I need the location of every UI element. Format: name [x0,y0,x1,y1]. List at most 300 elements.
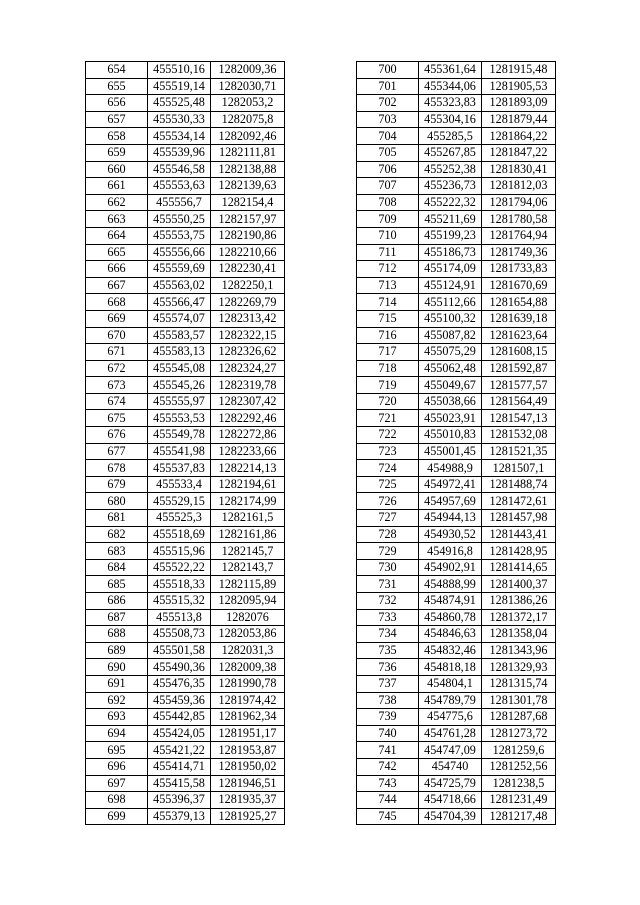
x-coordinate-cell: 455553,53 [148,410,211,427]
table-row [357,78,556,95]
table-row [86,227,285,244]
point-number-cell: 673 [86,377,148,394]
y-coordinate-cell: 1281974,42 [211,692,285,709]
y-coordinate-cell: 1281749,36 [482,244,556,261]
y-coordinate-cell: 1282174,99 [211,493,285,510]
x-coordinate-cell: 455539,96 [148,144,211,161]
x-coordinate-cell: 455583,57 [148,327,211,344]
y-coordinate-cell: 1282319,78 [211,377,285,394]
point-number-cell: 669 [86,310,148,327]
point-number-cell: 710 [357,227,419,244]
point-number-cell: 683 [86,543,148,560]
table-row [86,78,285,95]
x-coordinate-cell: 455546,58 [148,161,211,178]
point-number-cell: 696 [86,758,148,775]
y-coordinate-cell: 1281925,27 [211,808,285,825]
y-coordinate-cell: 1282230,41 [211,261,285,278]
x-coordinate-cell: 455555,97 [148,393,211,410]
x-coordinate-cell: 455490,36 [148,659,211,676]
y-coordinate-cell: 1281962,34 [211,709,285,726]
point-number-cell: 671 [86,344,148,361]
x-coordinate-cell: 454818,18 [419,659,482,676]
x-coordinate-cell: 455545,26 [148,377,211,394]
point-number-cell: 731 [357,576,419,593]
point-number-cell: 743 [357,775,419,792]
table-row [86,675,285,692]
y-coordinate-cell: 1281343,96 [482,642,556,659]
point-number-cell: 721 [357,410,419,427]
table-row [86,95,285,112]
table-row [357,62,556,79]
x-coordinate-cell: 455100,32 [419,310,482,327]
x-coordinate-cell: 455001,45 [419,443,482,460]
table-row [357,393,556,410]
point-number-cell: 705 [357,144,419,161]
y-coordinate-cell: 1281472,61 [482,493,556,510]
y-coordinate-cell: 1281547,13 [482,410,556,427]
point-number-cell: 745 [357,808,419,825]
table-row [86,427,285,444]
y-coordinate-cell: 1281654,88 [482,294,556,311]
x-coordinate-cell: 455186,73 [419,244,482,261]
y-coordinate-cell: 1281488,74 [482,476,556,493]
y-coordinate-cell: 1282139,63 [211,178,285,195]
table-row [86,62,285,79]
y-coordinate-cell: 1281329,93 [482,659,556,676]
point-number-cell: 656 [86,95,148,112]
x-coordinate-cell: 455501,58 [148,642,211,659]
point-number-cell: 716 [357,327,419,344]
y-coordinate-cell: 1282095,94 [211,593,285,610]
y-coordinate-cell: 1281623,64 [482,327,556,344]
table-row [357,178,556,195]
y-coordinate-cell: 1282092,46 [211,128,285,145]
table-row [86,593,285,610]
x-coordinate-cell: 455379,13 [148,808,211,825]
y-coordinate-cell: 1282272,86 [211,427,285,444]
point-number-cell: 677 [86,443,148,460]
table-row [86,128,285,145]
y-coordinate-cell: 1281812,03 [482,178,556,195]
table-row [357,725,556,742]
table-row [357,161,556,178]
point-number-cell: 728 [357,526,419,543]
y-coordinate-cell: 1281217,48 [482,808,556,825]
point-number-cell: 718 [357,360,419,377]
x-coordinate-cell: 455518,69 [148,526,211,543]
x-coordinate-cell: 455508,73 [148,626,211,643]
point-number-cell: 732 [357,593,419,610]
point-number-cell: 664 [86,227,148,244]
table-row [86,758,285,775]
x-coordinate-cell: 454930,52 [419,526,482,543]
table-row [86,344,285,361]
table-row [357,261,556,278]
y-coordinate-cell: 1281893,09 [482,95,556,112]
x-coordinate-cell: 455525,3 [148,510,211,527]
table-row [86,460,285,477]
table-row [86,626,285,643]
x-coordinate-cell: 455421,22 [148,742,211,759]
point-number-cell: 715 [357,310,419,327]
x-coordinate-cell: 455199,23 [419,227,482,244]
y-coordinate-cell: 1281935,37 [211,792,285,809]
point-number-cell: 695 [86,742,148,759]
y-coordinate-cell: 1282154,4 [211,194,285,211]
x-coordinate-cell: 454740 [419,758,482,775]
table-row [357,327,556,344]
x-coordinate-cell: 455563,02 [148,277,211,294]
y-coordinate-cell: 1281358,04 [482,626,556,643]
point-number-cell: 739 [357,709,419,726]
y-coordinate-cell: 1282143,7 [211,559,285,576]
x-coordinate-cell: 455519,14 [148,78,211,95]
y-coordinate-cell: 1282145,7 [211,543,285,560]
x-coordinate-cell: 454944,13 [419,510,482,527]
table-row [357,675,556,692]
point-number-cell: 657 [86,111,148,128]
x-coordinate-cell: 455124,91 [419,277,482,294]
table-row [357,344,556,361]
x-coordinate-cell: 455583,13 [148,344,211,361]
point-number-cell: 725 [357,476,419,493]
table-row [86,543,285,560]
point-number-cell: 691 [86,675,148,692]
y-coordinate-cell: 1281259,6 [482,742,556,759]
table-row [86,659,285,676]
coordinates-table-body [86,62,285,825]
x-coordinate-cell: 455556,7 [148,194,211,211]
table-row [357,476,556,493]
point-number-cell: 693 [86,709,148,726]
y-coordinate-cell: 1281670,69 [482,277,556,294]
y-coordinate-cell: 1282138,88 [211,161,285,178]
x-coordinate-cell: 455062,48 [419,360,482,377]
table-row [357,360,556,377]
x-coordinate-cell: 454775,6 [419,709,482,726]
table-row [86,377,285,394]
x-coordinate-cell: 454902,91 [419,559,482,576]
point-number-cell: 654 [86,62,148,79]
table-row [86,576,285,593]
y-coordinate-cell: 1282161,5 [211,510,285,527]
point-number-cell: 738 [357,692,419,709]
y-coordinate-cell: 1281287,68 [482,709,556,726]
x-coordinate-cell: 454957,69 [419,493,482,510]
x-coordinate-cell: 455267,85 [419,144,482,161]
y-coordinate-cell: 1282307,42 [211,393,285,410]
point-number-cell: 707 [357,178,419,195]
table-row [357,792,556,809]
table-row [357,244,556,261]
table-row [86,294,285,311]
x-coordinate-cell: 455513,8 [148,609,211,626]
point-number-cell: 700 [357,62,419,79]
table-row [86,261,285,278]
table-row [357,310,556,327]
y-coordinate-cell: 1282326,62 [211,344,285,361]
table-row [86,510,285,527]
table-row [357,709,556,726]
point-number-cell: 685 [86,576,148,593]
y-coordinate-cell: 1282324,27 [211,360,285,377]
point-number-cell: 719 [357,377,419,394]
table-row [86,692,285,709]
x-coordinate-cell: 455285,5 [419,128,482,145]
y-coordinate-cell: 1282111,81 [211,144,285,161]
table-row [357,642,556,659]
point-number-cell: 672 [86,360,148,377]
y-coordinate-cell: 1282313,42 [211,310,285,327]
point-number-cell: 690 [86,659,148,676]
x-coordinate-cell: 455553,63 [148,178,211,195]
y-coordinate-cell: 1281577,57 [482,377,556,394]
point-number-cell: 741 [357,742,419,759]
point-number-cell: 733 [357,609,419,626]
point-number-cell: 737 [357,675,419,692]
y-coordinate-cell: 1281532,08 [482,427,556,444]
y-coordinate-cell: 1281879,44 [482,111,556,128]
table-row [357,144,556,161]
y-coordinate-cell: 1281372,17 [482,609,556,626]
table-row [357,742,556,759]
y-coordinate-cell: 1281864,22 [482,128,556,145]
table-row [357,427,556,444]
y-coordinate-cell: 1281733,83 [482,261,556,278]
y-coordinate-cell: 1281990,78 [211,675,285,692]
x-coordinate-cell: 454789,79 [419,692,482,709]
point-number-cell: 663 [86,211,148,228]
x-coordinate-cell: 455442,85 [148,709,211,726]
table-row [86,493,285,510]
table-row [357,692,556,709]
y-coordinate-cell: 1281231,49 [482,792,556,809]
y-coordinate-cell: 1282269,79 [211,294,285,311]
point-number-cell: 659 [86,144,148,161]
x-coordinate-cell: 455529,15 [148,493,211,510]
table-row [357,294,556,311]
point-number-cell: 701 [357,78,419,95]
point-number-cell: 676 [86,427,148,444]
x-coordinate-cell: 455424,05 [148,725,211,742]
x-coordinate-cell: 455396,37 [148,792,211,809]
point-number-cell: 688 [86,626,148,643]
y-coordinate-cell: 1282030,71 [211,78,285,95]
x-coordinate-cell: 455236,73 [419,178,482,195]
y-coordinate-cell: 1282322,15 [211,327,285,344]
point-number-cell: 724 [357,460,419,477]
y-coordinate-cell: 1281273,72 [482,725,556,742]
table-row [86,725,285,742]
point-number-cell: 655 [86,78,148,95]
point-number-cell: 713 [357,277,419,294]
table-row [86,310,285,327]
point-number-cell: 680 [86,493,148,510]
y-coordinate-cell: 1282157,97 [211,211,285,228]
y-coordinate-cell: 1282250,1 [211,277,285,294]
point-number-cell: 697 [86,775,148,792]
point-number-cell: 722 [357,427,419,444]
point-number-cell: 699 [86,808,148,825]
x-coordinate-cell: 454988,9 [419,460,482,477]
table-row [357,626,556,643]
x-coordinate-cell: 455038,66 [419,393,482,410]
y-coordinate-cell: 1281905,53 [482,78,556,95]
point-number-cell: 679 [86,476,148,493]
table-row [86,526,285,543]
y-coordinate-cell: 1282075,8 [211,111,285,128]
x-coordinate-cell: 454704,39 [419,808,482,825]
table-row [357,808,556,825]
y-coordinate-cell: 1282190,86 [211,227,285,244]
y-coordinate-cell: 1281794,06 [482,194,556,211]
x-coordinate-cell: 455087,82 [419,327,482,344]
x-coordinate-cell: 455559,69 [148,261,211,278]
point-number-cell: 711 [357,244,419,261]
point-number-cell: 712 [357,261,419,278]
x-coordinate-cell: 454747,09 [419,742,482,759]
table-row [86,559,285,576]
point-number-cell: 682 [86,526,148,543]
table-row [357,211,556,228]
table-row [357,460,556,477]
point-number-cell: 661 [86,178,148,195]
y-coordinate-cell: 1281315,74 [482,675,556,692]
table-row [357,128,556,145]
y-coordinate-cell: 1282292,46 [211,410,285,427]
x-coordinate-cell: 455459,36 [148,692,211,709]
x-coordinate-cell: 455556,66 [148,244,211,261]
coordinates-table-left [85,61,285,825]
x-coordinate-cell: 454888,99 [419,576,482,593]
y-coordinate-cell: 1281238,5 [482,775,556,792]
x-coordinate-cell: 455344,06 [419,78,482,95]
table-row [357,576,556,593]
table-row [86,211,285,228]
point-number-cell: 704 [357,128,419,145]
table-row [86,194,285,211]
x-coordinate-cell: 455112,66 [419,294,482,311]
table-row [357,593,556,610]
table-row [357,543,556,560]
x-coordinate-cell: 454972,41 [419,476,482,493]
y-coordinate-cell: 1281386,26 [482,593,556,610]
point-number-cell: 730 [357,559,419,576]
table-row [357,443,556,460]
x-coordinate-cell: 454832,46 [419,642,482,659]
x-coordinate-cell: 455304,16 [419,111,482,128]
point-number-cell: 714 [357,294,419,311]
table-row [86,609,285,626]
x-coordinate-cell: 455515,32 [148,593,211,610]
table-row [86,792,285,809]
x-coordinate-cell: 455530,33 [148,111,211,128]
table-row [357,410,556,427]
point-number-cell: 744 [357,792,419,809]
y-coordinate-cell: 1281414,65 [482,559,556,576]
y-coordinate-cell: 1282053,2 [211,95,285,112]
point-number-cell: 658 [86,128,148,145]
y-coordinate-cell: 1282115,89 [211,576,285,593]
table-row [357,510,556,527]
y-coordinate-cell: 1282194,61 [211,476,285,493]
y-coordinate-cell: 1282161,86 [211,526,285,543]
table-row [86,775,285,792]
point-number-cell: 687 [86,609,148,626]
point-number-cell: 740 [357,725,419,742]
point-number-cell: 717 [357,344,419,361]
point-number-cell: 670 [86,327,148,344]
x-coordinate-cell: 454874,91 [419,593,482,610]
table-row [86,742,285,759]
table-row [86,244,285,261]
table-row [86,709,285,726]
point-number-cell: 708 [357,194,419,211]
x-coordinate-cell: 455534,14 [148,128,211,145]
table-row [86,476,285,493]
x-coordinate-cell: 454761,28 [419,725,482,742]
y-coordinate-cell: 1282233,66 [211,443,285,460]
point-number-cell: 674 [86,393,148,410]
x-coordinate-cell: 455222,32 [419,194,482,211]
x-coordinate-cell: 455174,09 [419,261,482,278]
point-number-cell: 727 [357,510,419,527]
table-row [86,327,285,344]
y-coordinate-cell: 1281639,18 [482,310,556,327]
point-number-cell: 668 [86,294,148,311]
y-coordinate-cell: 1281946,51 [211,775,285,792]
point-number-cell: 729 [357,543,419,560]
point-number-cell: 678 [86,460,148,477]
table-row [86,410,285,427]
point-number-cell: 681 [86,510,148,527]
x-coordinate-cell: 455510,16 [148,62,211,79]
table-row [357,609,556,626]
x-coordinate-cell: 455323,83 [419,95,482,112]
x-coordinate-cell: 455550,25 [148,211,211,228]
table-row [86,808,285,825]
x-coordinate-cell: 455414,71 [148,758,211,775]
table-row [86,642,285,659]
x-coordinate-cell: 454804,1 [419,675,482,692]
x-coordinate-cell: 455211,69 [419,211,482,228]
y-coordinate-cell: 1281521,35 [482,443,556,460]
y-coordinate-cell: 1281608,15 [482,344,556,361]
point-number-cell: 684 [86,559,148,576]
x-coordinate-cell: 455545,08 [148,360,211,377]
y-coordinate-cell: 1281915,48 [482,62,556,79]
x-coordinate-cell: 455075,29 [419,344,482,361]
y-coordinate-cell: 1281428,95 [482,543,556,560]
point-number-cell: 702 [357,95,419,112]
y-coordinate-cell: 1281764,94 [482,227,556,244]
point-number-cell: 723 [357,443,419,460]
point-number-cell: 736 [357,659,419,676]
table-row [86,161,285,178]
y-coordinate-cell: 1282076 [211,609,285,626]
table-row [357,227,556,244]
x-coordinate-cell: 455549,78 [148,427,211,444]
table-row [357,659,556,676]
point-number-cell: 735 [357,642,419,659]
y-coordinate-cell: 1281780,58 [482,211,556,228]
table-row [86,277,285,294]
table-row [357,758,556,775]
x-coordinate-cell: 454916,8 [419,543,482,560]
y-coordinate-cell: 1281950,02 [211,758,285,775]
y-coordinate-cell: 1282214,13 [211,460,285,477]
point-number-cell: 667 [86,277,148,294]
